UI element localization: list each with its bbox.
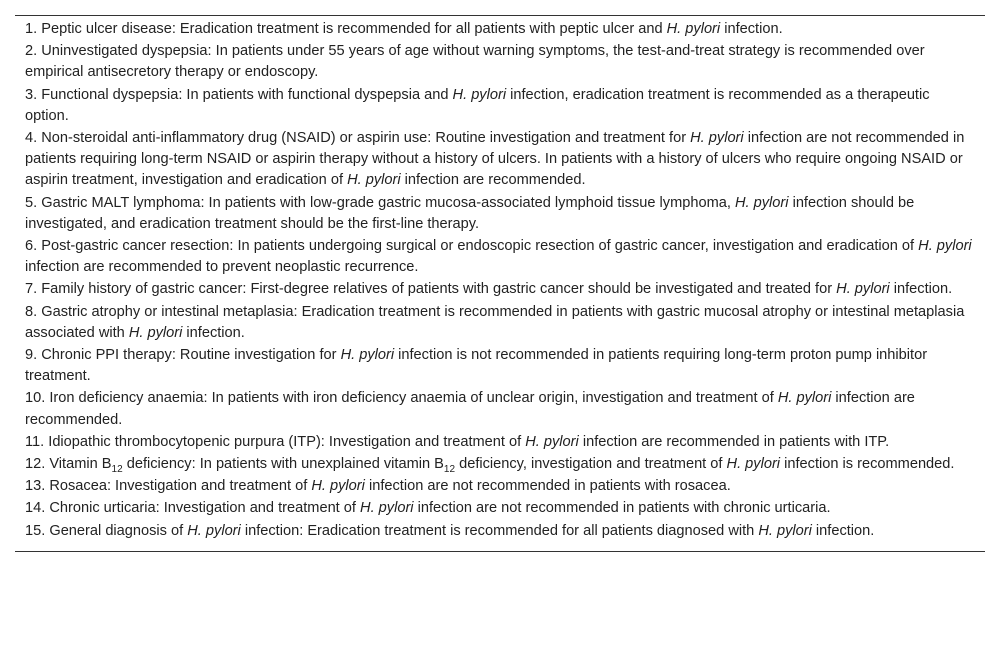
recommendation-row [15,302,985,344]
recommendation-row [15,345,985,387]
row-text: infection is not recommended in patients requiring long-term proton pump inhibitor treatment. [25,347,928,385]
row-text: infection are recommended. [400,172,586,189]
subscript: 12 [111,464,123,476]
row-text: infection: Eradication treatment is recommended for all patients diagnosed with [240,522,759,539]
row-text: infection are recommended in patients with ITP. [578,433,890,450]
row-text: 13. Rosacea: Investigation and treatment of [25,478,312,495]
row-text: infection are not recommended in patients with chronic urticaria. [413,500,831,517]
recommendation-row [15,279,985,300]
row-text: 10. Iron deficiency anaemia: In patients with iron deficiency anaemia of unclear origin, investigation and treatment of [25,390,778,407]
row-text: 7. Family history of gastric cancer: First-degree relatives of patients with gastric cancer should be investigated and treated for [25,281,837,298]
recommendation-row [15,128,985,192]
organism-name: H. pylori [128,324,183,341]
organism-name: H. pylori [777,390,832,407]
row-text: infection. [889,281,953,298]
row-text: 11. Idiopathic thrombocytopenic purpura (ITP): Investigation and treatment of [25,433,526,450]
subscript: 12 [443,464,456,476]
row-text: infection. [720,21,783,37]
row-text: 4. Non-steroidal anti-inflammatory drug (NSAID) or aspirin use: Routine investigation and treatment for [25,130,691,147]
recommendation-row [15,521,985,542]
organism-name: H. pylori [690,130,744,147]
organism-name: H. pylori [360,500,414,517]
organism-name: H. pylori [311,478,365,495]
recommendation-row [15,498,985,519]
row-text: 12. Vitamin B [25,456,112,473]
organism-name: H. pylori [836,281,890,298]
row-text: infection are not recommended in patients with rosacea. [364,478,731,495]
row-text: 3. Functional dyspepsia: In patients with functional dyspepsia and [25,86,453,103]
recommendations-list [15,19,985,542]
recommendation-row [15,476,985,497]
row-text: infection is recommended. [780,456,955,473]
row-text: 8. Gastric atrophy or intestinal metaplasia: Eradication treatment is recommended in patients with gastric mucosal atrophy or intestinal metaplasia associated with [25,303,965,341]
organism-name: H. pylori [187,522,241,539]
row-text: 2. Uninvestigated dyspepsia: In patients under 55 years of age without warning symptoms, the test-and-treat strategy is recommended over empirical antisecretory therapy or endoscopy. [25,43,925,81]
organism-name: H. pylori [347,172,401,189]
row-text: 5. Gastric MALT lymphoma: In patients with low-grade gastric mucosa-associated lymphoid tissue lymphoma, [25,194,735,211]
row-text: infection. [182,324,245,341]
organism-name: H. pylori [734,194,789,211]
organism-name: H. pylori [758,522,812,539]
organism-name: H. pylori [666,21,721,37]
recommendation-row [15,193,985,235]
recommendation-row [15,41,985,83]
recommendation-row [15,236,985,278]
row-text: 9. Chronic PPI therapy: Routine investigation for [25,347,341,364]
row-text: 6. Post-gastric cancer resection: In patients undergoing surgical or endoscopic resection of gastric cancer, investigation and eradication of [25,238,919,255]
row-text: infection, eradication treatment is recommended as a therapeutic option. [25,86,930,124]
recommendation-row [15,454,985,475]
organism-name: H. pylori [452,86,507,103]
row-text: 1. Peptic ulcer disease: Eradication treatment is recommended for all patients with peptic ulcer and [25,21,667,37]
recommendation-row [15,19,985,40]
organism-name: H. pylori [726,456,781,473]
organism-name: H. pylori [525,433,579,450]
recommendation-row [15,432,985,453]
row-text: infection are recommended. [25,390,915,428]
row-text: deficiency: In patients with unexplained vitamin B [122,456,444,473]
recommendation-row [15,388,985,430]
recommendations-table [15,15,985,552]
row-text: 14. Chronic urticaria: Investigation and treatment of [25,500,361,517]
row-text: infection. [811,522,875,539]
organism-name: H. pylori [340,347,395,364]
recommendation-row [15,85,985,127]
row-text: 15. General diagnosis of [25,522,188,539]
row-text: infection are not recommended in patients requiring long-term NSAID or aspirin therapy without a history of ulcers. In patients with a history of ulcers who require ongoing NSAID or aspirin treatment, investigation and eradication of [25,130,965,189]
row-text: infection are recommended to prevent neoplastic recurrence. [25,259,419,276]
row-text: deficiency, investigation and treatment of [455,456,727,473]
organism-name: H. pylori [918,238,972,255]
row-text: infection should be investigated, and eradication treatment should be the first-line therapy. [25,194,915,232]
